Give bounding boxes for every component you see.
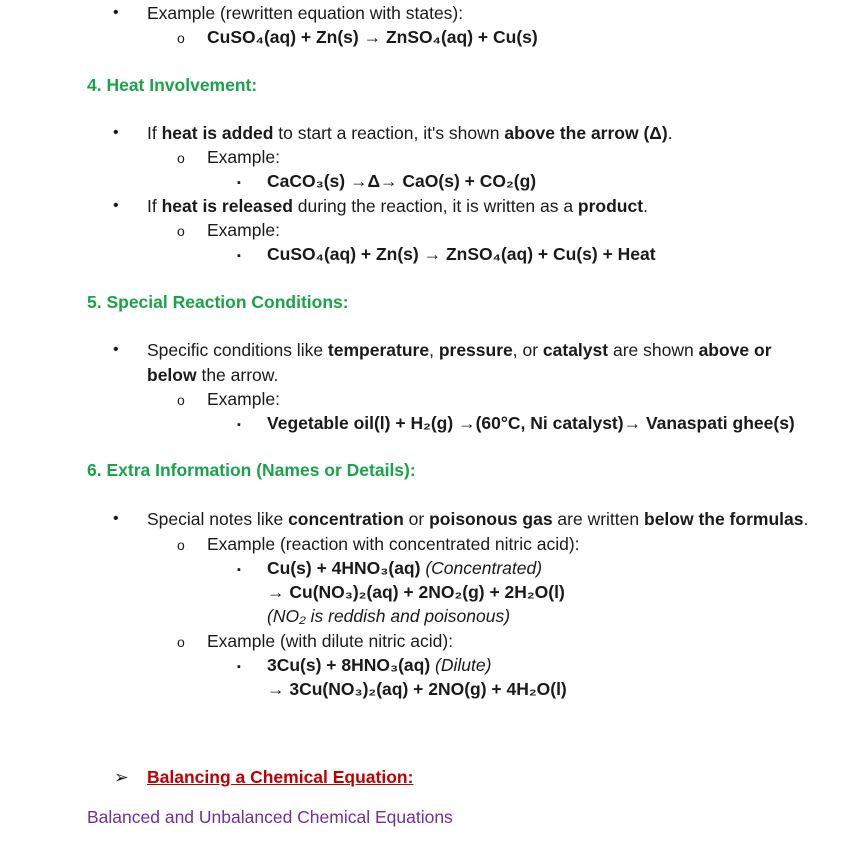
subheading-balanced-unbalanced: Balanced and Unbalanced Chemical Equations (87, 807, 453, 827)
square-bullet: ▪ (237, 250, 241, 262)
heat-released-text: If heat is released during the reaction, it is written as a product. (147, 196, 648, 216)
equation: Vegetable oil(l) + H₂(g) →(60°C, Ni catalyst)→ Vanaspati ghee(s) (267, 413, 795, 433)
equation: CuSO₄(aq) + Zn(s) → ZnSO₄(aq) + Cu(s) (207, 27, 538, 47)
example-label: Example (with dilute nitric acid): (207, 631, 454, 651)
bullet: • (113, 4, 119, 21)
bullet: • (113, 341, 119, 358)
sub-bullet: o (177, 30, 185, 46)
equation: CuSO₄(aq) + Zn(s) → ZnSO₄(aq) + Cu(s) + Heat (267, 244, 656, 264)
example-label: Example: (207, 147, 280, 167)
bullet: • (113, 124, 119, 141)
bullet: • (113, 510, 119, 527)
special-notes-text: Special notes like concentration or poisonous gas are written below the formulas. (147, 509, 809, 529)
section-heading-balancing[interactable]: Balancing a Chemical Equation: (147, 767, 414, 787)
example-label: Example: (207, 220, 280, 240)
equation: CaCO₃(s) →Δ→ CaO(s) + CO₂(g) (267, 171, 537, 191)
sub-bullet: o (177, 223, 185, 239)
section-heading-extra-info: 6. Extra Information (Names or Details): (87, 460, 416, 480)
equation-note: (NO₂ is reddish and poisonous) (267, 606, 511, 626)
equation-line: 3Cu(s) + 8HNO₃(aq) (Dilute) (267, 655, 492, 675)
equation-line: → 3Cu(NO₃)₂(aq) + 2NO(g) + 4H₂O(l) (267, 679, 567, 699)
sub-bullet: o (177, 634, 185, 650)
section-heading-conditions: 5. Special Reaction Conditions: (87, 292, 349, 312)
bullet: • (113, 197, 119, 214)
sub-bullet: o (177, 392, 185, 408)
section-heading-heat: 4. Heat Involvement: (87, 75, 258, 95)
square-bullet: ▪ (237, 661, 241, 673)
sub-bullet: o (177, 537, 185, 553)
conditions-text: Specific conditions like temperature, pressure, or catalyst are shown above or (147, 340, 772, 360)
example-label: Example: (207, 389, 280, 409)
example-label: Example (reaction with concentrated nitric acid): (207, 534, 580, 554)
square-bullet: ▪ (237, 564, 241, 576)
heat-added-text: If heat is added to start a reaction, it's shown above the arrow (Δ). (147, 123, 673, 143)
square-bullet: ▪ (237, 177, 241, 189)
equation-line: → Cu(NO₃)₂(aq) + 2NO₂(g) + 2H₂O(l) (267, 582, 565, 602)
equation-line: Cu(s) + 4HNO₃(aq) (Concentrated) (267, 558, 543, 578)
sub-bullet: o (177, 150, 185, 166)
arrow-bullet-icon: ➢ (114, 767, 129, 787)
conditions-text-cont: below the arrow. (147, 365, 279, 385)
square-bullet: ▪ (237, 419, 241, 431)
example-text: Example (rewritten equation with states): (147, 3, 464, 23)
